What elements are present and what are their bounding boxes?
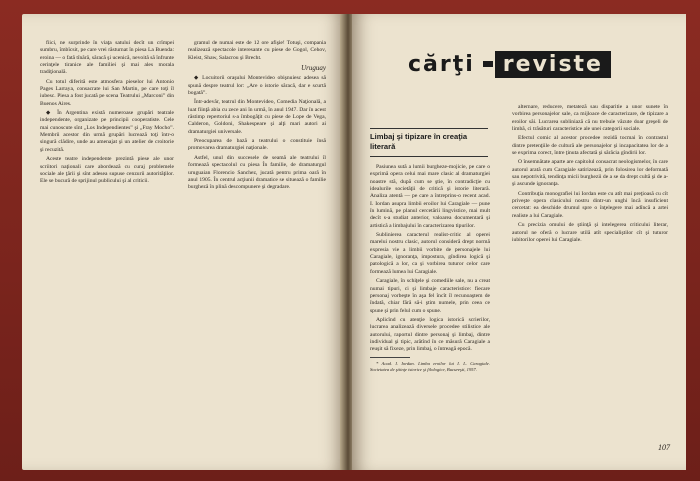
right-col1-para: Aplicînd cu atenţie logica istorică scrierilor, lucrarea analizează diversele procedee stilistice ale autorului, raportul dintre personaj şi limbaj, dintre individual şi tipic, arătînd în ce măsură Caragiale a reuşit să fixeze, prin limbaj, o întreagă epocă.: [370, 316, 490, 353]
country-subheading: Uruguay: [301, 64, 326, 73]
left-col1-para: Cu totul diferită este atmosfera pieselor lui Antonio Pages Larraya, consacrate lui San Martin, pe care toţi îl iubesc. Piesa a fost jucată pe scena Teatrului „Marconi” din Buenos Aires.: [40, 78, 174, 107]
section-banner: [402, 48, 611, 80]
left-column-2: [188, 40, 326, 465]
right-column-1: [370, 164, 490, 460]
left-col2-para: Preocuparea de bază a teatrului o constituie însă promovarea dramaturgiei naţionale.: [188, 138, 326, 152]
left-col1-para: ◆ În Argentina există numeroase grupări teatrale independente, organizate pe principii cooperatiste. Cele mai cunoscute sînt „Los Independientes” şi „Fray Mocho”. Membrii acestor din urmă grupări lucrează toţi într-o singură clădire, unde au amenajat şi un atelier de croitorie şi recuzită.: [40, 110, 174, 153]
right-col1-para: Pasiunea sută a lumii burgheze-mojicie, pe care o exprimă opera celui mai mare clasic al dramaturgiei noastre stă, după cum se ştie, în contradicţie cu idealurile societăţii de critică şi istorie literară. Analiza atentă — pe care a întreprins-o recent acad. I. Iordan asupra limbii eroilor lui Caragiale — pune în lumină, pe planul cercetării lingvistice, mai mult decît s-a studiat anterior, valoarea documentară şi artistică a limbajului în caracterizarea tipurilor.: [370, 164, 490, 229]
left-page: [22, 14, 344, 470]
article-title: Limbaj şi tipizare în creaţia literară: [370, 132, 468, 151]
right-col2-para: Contribuţia monografiei lui Iordan este cu atît mai preţioasă cu cît priveşte opera clasicului nostru dintr-un unghi încă insuficient cercetat: ea deschide drumul spre o înţelegere mai adîncă a artei realiste a lui Caragiale.: [512, 190, 668, 219]
right-col2-para: alternare, reducere, metateză sau disparitie a unor sunete în vorbirea personajelor sale, ca mijloace de caracterizare, de tipizare a eroilor săi. Lucrarea subliniază că nu trebuie văzute doar greşeli de limbă, ci trăsături caracteristice ale unei categorii sociale.: [512, 104, 668, 133]
right-col2-para: Cu precizia omului de ştiinţă şi intelegerea criticului literar, autorul ne oferă o lucrare utilă atît specialiştilor cît şi tuturor iubitorilor operei lui Caragiale.: [512, 222, 668, 243]
section-title-reviews: reviste: [495, 51, 611, 78]
right-col1-para: Caragiale, în schiţele şi comediile sale, nu a creat numai tipuri, ci şi limbaje caracteristice: fiecare personaj vorbeşte în aşa fel încît îl recunoaştem de îndată, chiar fără să-i ştim numele, prin ceea ce spune şi prin felul cum o spune.: [370, 278, 490, 314]
title-rule-bottom: [370, 156, 488, 157]
left-col1-para: Aceste teatre independente prezintă piese ale unor scriitori naţionali care abordează cu curaj problemele sociale ale ţării şi sînt adesea supuse cenzurii autorităţilor. Ele se bucură de sprijinul publicului şi al criticii.: [40, 156, 174, 185]
right-page: [352, 14, 686, 470]
right-col1-para: Sublinierea caracterul realist-critic al operei marelui nostru clasic, autorul consideră drept normă expresia vie a limbii vorbite de personajele lui Caragiale, ignoranţa, impostura, gîndirea logică şi patologică a lor, ca şi vorbirea tuturor celor care formează lumea lui Caragiale.: [370, 232, 490, 275]
page-number: 107: [658, 443, 670, 452]
right-col2-para: O însemnătate aparte are capitolul consacrat neologismelor, în care autorul arată cum Caragiale satirizează, prin folosirea lor deformată sau nepotrivită, tendinţa micii burghezii de a se da drept cultă şi de a-şi ascunde ignoranţa.: [512, 159, 668, 188]
footnote: * Acad. I. Iordan. Limba eroilor lui I. L. Caragiale. Societatea de ştiinţe istorice şi filologice, Bucureşti, 1957.: [370, 360, 490, 372]
left-col1-para: fiici, ne surprinde în viaţa satului decît un crîmpei sumbru, îmbîcsit, pe care vrei răsturnat în piesa La Buenda: eroina — o fată tînără, săracă şi ucenică, nevoită să înfrunte cerinţele tiranice ale familiei şi mai ales morala tradiţională.: [40, 40, 174, 76]
left-col2-para: Astfel, unul din succesele de seamă ale teatrului îl formează spectacolul cu piesa În familie, de dramaturgul uruguaian Florencio Sanchez, jucată pentru prima oară în anul 1905. În centrul acţiunii dramatice se situează o familie burgheză în plină descompunere şi degradare.: [188, 154, 326, 191]
banner-dash: [483, 61, 493, 67]
title-rule-top: [370, 128, 488, 129]
right-column-2: [512, 104, 668, 450]
footnote-separator: [370, 357, 410, 358]
left-col2-para: Într-adevăr, teatrul din Montevideo, Comedia Naţională, a luat fiinţă abia cu zece ani în urmă, în anul 1947. Dar în acest răstimp repertoriul s-a îmbogăţit cu piese de Lope de Vega, Calderon, Goldoni, Shakespeare şi alţi mari autori ai dramaturgiei universale.: [188, 99, 326, 135]
left-col2-para: gramul de numai este de 12 ore afişie! Totuşi, compania realizează spectacole interesante cu piese de Gogol, Cehov, Kleist, Shaw, Salacrou şi Brecht.: [188, 40, 326, 61]
left-column-1: [40, 40, 174, 465]
left-col2-para: ◆ Locuitorii oraşului Montevideo obişnuiesc adesea să spună despre teatrul lor: „Are o istorie săracă, dar e scurtă bogată”.: [188, 75, 326, 97]
right-col2-para: Efectul comic al acestor procedee rezidă tocmai în contrastul dintre pretenţiile de cultură ale personajelor şi incapacitatea lor de a se exprima corect, între ţinuta afectată şi sărăcia gîndirii lor.: [512, 135, 668, 157]
section-title-books: cărţi: [408, 51, 475, 77]
